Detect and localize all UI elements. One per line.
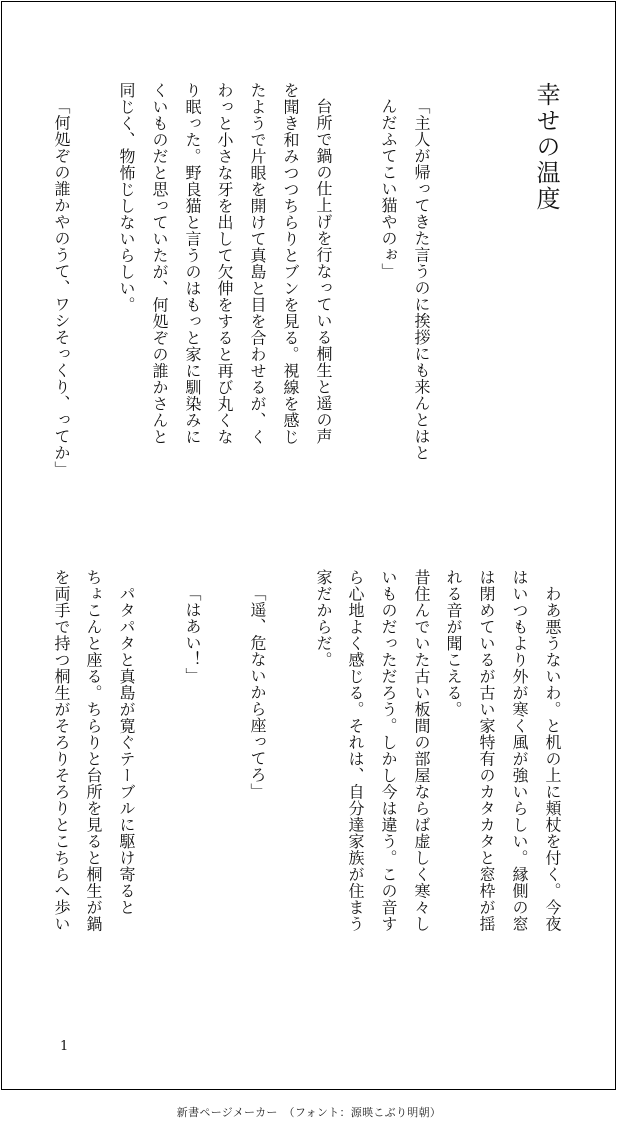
text-line: わあ悪うないわ。と机の上に頬杖を付く。今夜 <box>543 569 562 932</box>
page-number: 1 <box>60 1039 69 1054</box>
text-line: わっと小さな牙を出して欠伸をすると再び丸くな <box>215 82 234 445</box>
text-line: れる音が聞こえる。 <box>444 569 463 718</box>
text-line: は閉めているが古い家特有のカタカタと窓枠が揺 <box>477 569 496 932</box>
text-line: を聞き和みつつちらりとブンを見る。視線を感じ <box>281 82 300 445</box>
text-line: り眠った。野良猫と言うのはもっと家に馴染みに <box>183 82 202 445</box>
text-line: ら心地よく感じる。それは、自分達家族が住まう <box>346 569 365 932</box>
text-line: 「何処ぞの誰かやのうて、ワシそっくり、ってか」 <box>52 98 71 478</box>
text-line: んだふてこい猫やのぉ」 <box>379 98 398 280</box>
text-line: たようで片眼を開けて真島と目を合わせるが、く <box>248 82 267 445</box>
footer-caption: 新書ページメーカー （フォント：源暎こぶり明朝） <box>176 1106 442 1119</box>
text-line: 昔住んでいた古い板間の部屋ならば虚しく寒々し <box>412 569 431 932</box>
text-line: パタパタと真島が寛ぐテーブルに駆け寄ると <box>117 569 136 916</box>
text-line: 「はあい！」 <box>183 585 202 684</box>
text-line: 「遥、危ないから座ってろ」 <box>248 585 267 800</box>
text-line: はいつもより外が寒く風が強いらしい。縁側の窓 <box>510 569 529 932</box>
text-line: 同じく、物怖じしないらしい。 <box>117 82 136 313</box>
text-line: くいものだと思っていたが、何処ぞの誰かさんと <box>150 82 169 445</box>
page-title: 幸せの温度 <box>532 82 560 212</box>
text-line: 「主人が帰ってきた言うのに挨拶にも来んとはと <box>412 98 431 461</box>
text-line: 台所で鍋の仕上げを行なっている桐生と遥の声 <box>314 98 333 445</box>
page-frame <box>1 1 616 1090</box>
text-line: いものだっただろう。しかし今は違う。この音す <box>379 569 398 932</box>
text-line: ちょこんと座る。ちらりと台所を見ると桐生が鍋 <box>84 569 103 932</box>
text-line: 家だからだ。 <box>314 569 333 668</box>
text-line: を両手で持つ桐生がそろりそろりとこちらへ歩い <box>52 569 71 932</box>
